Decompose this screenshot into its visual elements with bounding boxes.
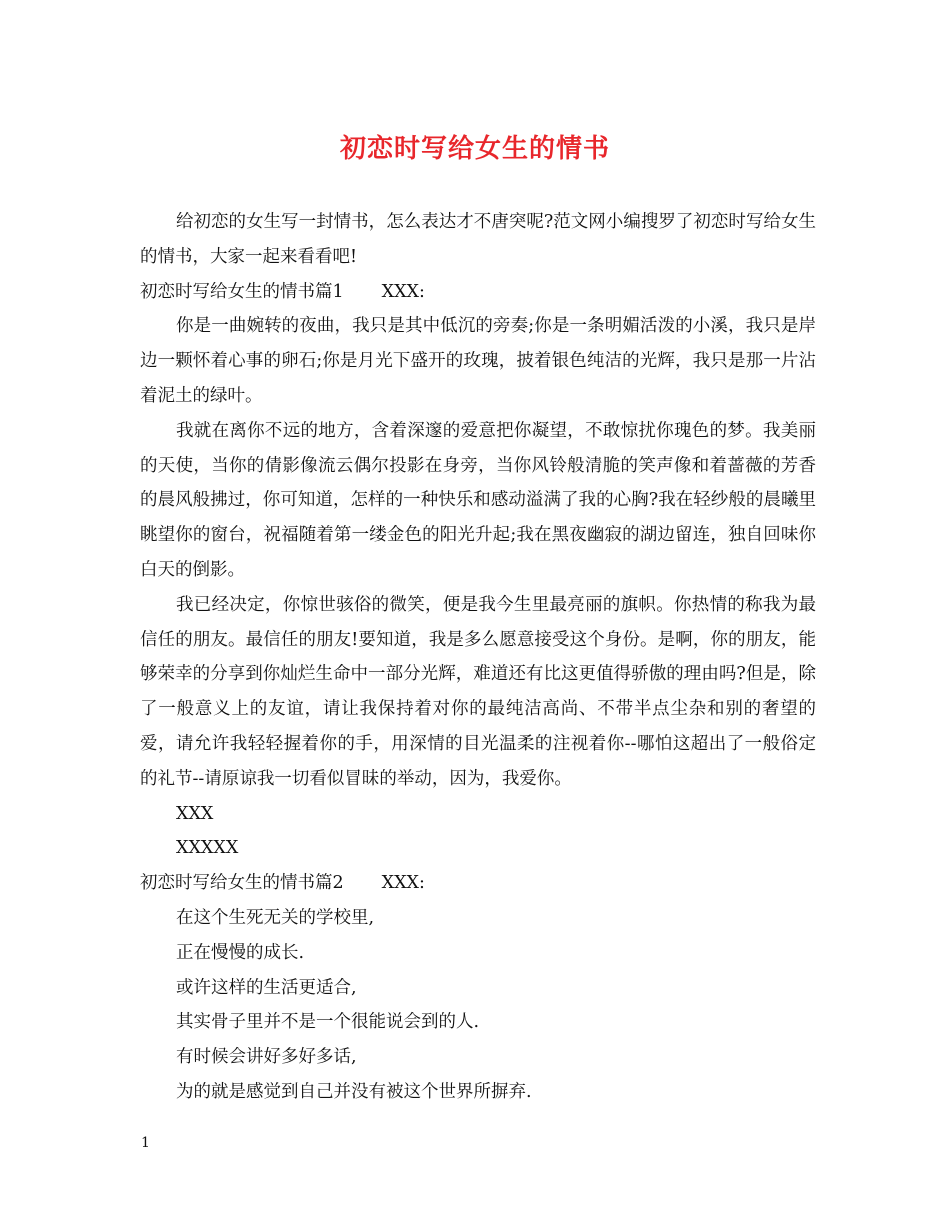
section2-line-6: 为的就是感觉到自己并没有被这个世界所摒弃. <box>176 1081 532 1102</box>
section2-heading: 初恋时写给女生的情书篇2 <box>140 873 344 894</box>
section2-line-4: 其实骨子里并不是一个很能说会到的人. <box>176 1012 480 1033</box>
section1-heading: 初恋时写给女生的情书篇1 <box>140 281 344 302</box>
section2-salutation: XXX: <box>381 873 425 894</box>
section1-signature: XXX <box>176 803 214 824</box>
section2-line-3: 或许这样的生活更适合, <box>176 977 357 998</box>
page-number: 1 <box>141 1135 150 1151</box>
section2-line-5: 有时候会讲好多好多话, <box>176 1047 357 1068</box>
section2-heading-line <box>140 866 816 901</box>
section1-paragraph-1: 你是一曲婉转的夜曲，我只是其中低沉的旁奏;你是一条明媚活泼的小溪，我只是岸边一颗怀着心事的卵石;你是月光下盛开的玫瑰，披着银色纯洁的光辉，我只是那一片沾着泥土的绿叶。 <box>140 316 816 406</box>
document-title: 初恋时写给女生的情书 <box>339 134 610 164</box>
intro-paragraph: 给初恋的女生写一封情书，怎么表达才不唐突呢?范文网小编搜罗了初恋时写给女生的情书，大家一起来看看吧! <box>140 212 816 267</box>
section2-line-2: 正在慢慢的成长. <box>176 942 305 963</box>
section2-line-1: 在这个生死无关的学校里, <box>176 907 375 928</box>
section1-paragraph-3: 我已经决定，你惊世骇俗的微笑，便是我今生里最亮丽的旗帜。你热情的称我为最信任的朋友。最信任的朋友!要知道，我是多么愿意接受这个身份。是啊，你的朋友，能够荣幸的分享到你灿烂生命中一部分光辉，难道还有比这更值得骄傲的理由吗?但是，除了一般意义上的友谊，请让我保持着对你的最纯洁高尚、不带半点尘杂和别的奢望的爱，请允许我轻轻握着你的手，用深情的目光温柔的注视着你--哪怕这超出了一般俗定的礼节--请原谅我一切看似冒昧的举动，因为，我爱你。 <box>140 594 816 789</box>
section1-paragraph-2: 我就在离你不远的地方，含着深邃的爱意把你凝望，不敢惊扰你瑰色的梦。我美丽的天使，当你的倩影像流云偶尔投影在身旁，当你风铃般清脆的笑声像和着蔷薇的芳香的晨风般拂过，你可知道，怎样的一种快乐和感动溢满了我的心胸?我在轻纱般的晨曦里眺望你的窗台，祝福随着第一缕金色的阳光升起;我在黑夜幽寂的湖边留连，独自回味你白天的倒影。 <box>140 420 816 580</box>
section1-date: XXXXX <box>176 838 239 859</box>
section1-salutation: XXX: <box>381 281 425 302</box>
document-body <box>140 205 816 1110</box>
section1-heading-line <box>140 275 816 310</box>
